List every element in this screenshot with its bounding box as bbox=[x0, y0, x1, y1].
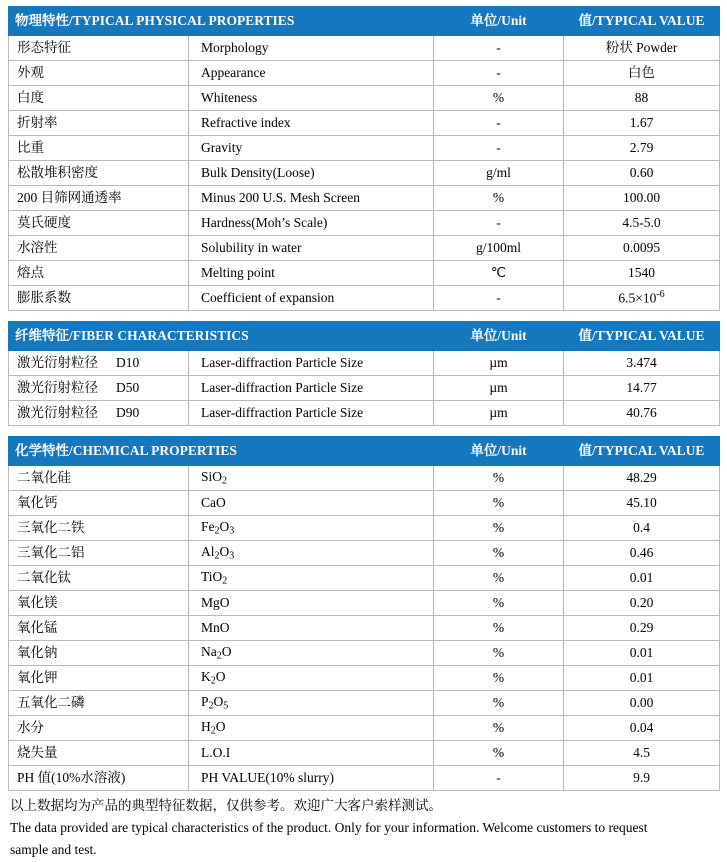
formula-part: Al bbox=[201, 544, 215, 559]
property-unit: % bbox=[434, 541, 564, 566]
property-name-en: Melting point bbox=[189, 261, 434, 286]
compound-formula bbox=[189, 666, 434, 691]
formula-part: TiO bbox=[201, 569, 223, 584]
formula-subscript: 2 bbox=[222, 475, 228, 487]
particle-size-code: D90 bbox=[116, 404, 140, 420]
property-unit: % bbox=[434, 86, 564, 111]
property-unit: µm bbox=[434, 401, 564, 426]
compound-name-cn: 氧化镁 bbox=[9, 591, 189, 616]
property-unit: - bbox=[434, 61, 564, 86]
property-unit: % bbox=[434, 591, 564, 616]
property-value: 14.77 bbox=[564, 376, 720, 401]
formula-subscript: 2 bbox=[210, 675, 216, 687]
property-value: 粉状 Powder bbox=[564, 36, 720, 61]
table-row bbox=[9, 36, 720, 61]
compound-formula bbox=[189, 541, 434, 566]
property-value: 88 bbox=[564, 86, 720, 111]
formula-part: Fe bbox=[201, 519, 215, 534]
property-unit: g/100ml bbox=[434, 236, 564, 261]
property-value: 3.474 bbox=[564, 351, 720, 376]
unit-column-header: 单位/Unit bbox=[434, 437, 564, 466]
expansion-exponent: -6 bbox=[656, 289, 665, 301]
compound-name-cn: 二氧化钛 bbox=[9, 566, 189, 591]
property-unit: - bbox=[434, 36, 564, 61]
table-row bbox=[9, 691, 720, 716]
property-value: 4.5-5.0 bbox=[564, 211, 720, 236]
compound-name-cn: 三氧化二铝 bbox=[9, 541, 189, 566]
property-name-cn: 形态特征 bbox=[9, 36, 189, 61]
property-name-en: Refractive index bbox=[189, 111, 434, 136]
unit-column-header: 单位/Unit bbox=[434, 322, 564, 351]
ph-name-en: PH VALUE(10% slurry) bbox=[189, 766, 434, 791]
table-header-row bbox=[9, 7, 720, 36]
property-name-cn: 莫氏硬度 bbox=[9, 211, 189, 236]
physical-properties-table bbox=[8, 6, 720, 311]
property-name-cn bbox=[9, 401, 189, 426]
property-name-en: Morphology bbox=[189, 36, 434, 61]
footnote-line-en-2: sample and test. bbox=[10, 841, 97, 857]
property-unit: µm bbox=[434, 351, 564, 376]
property-name-en: Whiteness bbox=[189, 86, 434, 111]
compound-name-cn: 氧化钾 bbox=[9, 666, 189, 691]
table-title: 化学特性/CHEMICAL PROPERTIES bbox=[9, 437, 434, 466]
formula-subscript: 2 bbox=[222, 575, 228, 587]
ph-name-cn: PH 值(10%水溶液) bbox=[9, 766, 189, 791]
formula-part: K bbox=[201, 669, 211, 684]
fiber-characteristics-table bbox=[8, 321, 720, 426]
footnote-line-cn: 以上数据均为产品的典型特征数据，仅供参考。欢迎广大客户索样测试。 bbox=[10, 798, 442, 813]
table-row bbox=[9, 286, 720, 311]
property-name-en: Bulk Density(Loose) bbox=[189, 161, 434, 186]
table-row bbox=[9, 161, 720, 186]
table-row bbox=[9, 741, 720, 766]
compound-name-cn: 氧化钠 bbox=[9, 641, 189, 666]
property-value: 48.29 bbox=[564, 466, 720, 491]
property-unit: % bbox=[434, 516, 564, 541]
property-name-en: Solubility in water bbox=[189, 236, 434, 261]
property-value: 40.76 bbox=[564, 401, 720, 426]
particle-size-label: 激光衍射粒径 bbox=[17, 354, 98, 370]
particle-size-code: D50 bbox=[116, 379, 140, 395]
property-value: 0.0095 bbox=[564, 236, 720, 261]
compound-formula bbox=[189, 641, 434, 666]
table-row bbox=[9, 351, 720, 376]
table-row bbox=[9, 566, 720, 591]
table-row bbox=[9, 401, 720, 426]
expansion-value: 6.5×10 bbox=[618, 290, 657, 306]
table-row bbox=[9, 211, 720, 236]
property-unit: % bbox=[434, 641, 564, 666]
property-unit: - bbox=[434, 111, 564, 136]
property-unit: - bbox=[434, 136, 564, 161]
compound-formula bbox=[189, 716, 434, 741]
particle-size-label: 激光衍射粒径 bbox=[17, 379, 98, 395]
formula-subscript: 5 bbox=[223, 700, 229, 712]
property-value: 0.46 bbox=[564, 541, 720, 566]
footnote-line-en-1: The data provided are typical characteristics of the product. Only for your information. Welcome customers to request bbox=[10, 819, 648, 835]
property-name-cn: 膨胀系数 bbox=[9, 286, 189, 311]
table-row bbox=[9, 261, 720, 286]
compound-name-cn: 氧化锰 bbox=[9, 616, 189, 641]
property-unit: % bbox=[434, 186, 564, 211]
compound-formula bbox=[189, 466, 434, 491]
table-row bbox=[9, 376, 720, 401]
table-row bbox=[9, 61, 720, 86]
particle-size-label: 激光衍射粒径 bbox=[17, 404, 98, 420]
formula-part: O bbox=[219, 544, 230, 559]
table-row bbox=[9, 591, 720, 616]
value-column-header: 值/TYPICAL VALUE bbox=[564, 7, 720, 36]
property-name-en: Coefficient of expansion bbox=[189, 286, 434, 311]
property-name-cn: 松散堆积密度 bbox=[9, 161, 189, 186]
compound-name-cn: 烧失量 bbox=[9, 741, 189, 766]
property-value: 0.29 bbox=[564, 616, 720, 641]
formula-subscript: 2 bbox=[210, 725, 216, 737]
property-unit: % bbox=[434, 566, 564, 591]
property-value: 0.01 bbox=[564, 666, 720, 691]
property-name-cn: 熔点 bbox=[9, 261, 189, 286]
property-unit: % bbox=[434, 716, 564, 741]
property-unit: - bbox=[434, 286, 564, 311]
property-name-cn: 200 目筛网通透率 bbox=[9, 186, 189, 211]
table-row bbox=[9, 516, 720, 541]
property-value bbox=[564, 286, 720, 311]
property-value: 0.00 bbox=[564, 691, 720, 716]
compound-formula: L.O.I bbox=[189, 741, 434, 766]
property-name-cn: 比重 bbox=[9, 136, 189, 161]
table-row bbox=[9, 466, 720, 491]
formula-subscript: 3 bbox=[229, 525, 235, 537]
property-name-en: Laser-diffraction Particle Size bbox=[189, 351, 434, 376]
property-value: 100.00 bbox=[564, 186, 720, 211]
property-value: 9.9 bbox=[564, 766, 720, 791]
compound-formula: MgO bbox=[189, 591, 434, 616]
property-name-en: Hardness(Moh’s Scale) bbox=[189, 211, 434, 236]
table-title: 物理特性/TYPICAL PHYSICAL PROPERTIES bbox=[9, 7, 434, 36]
property-unit: % bbox=[434, 466, 564, 491]
formula-subscript: 2 bbox=[216, 650, 222, 662]
formula-part: O bbox=[215, 719, 226, 734]
property-value: 45.10 bbox=[564, 491, 720, 516]
property-unit: - bbox=[434, 211, 564, 236]
compound-name-cn: 水分 bbox=[9, 716, 189, 741]
property-name-en: Laser-diffraction Particle Size bbox=[189, 376, 434, 401]
property-value: 0.01 bbox=[564, 566, 720, 591]
table-row bbox=[9, 616, 720, 641]
table-row bbox=[9, 766, 720, 791]
compound-formula bbox=[189, 516, 434, 541]
formula-part: SiO bbox=[201, 469, 223, 484]
property-unit: % bbox=[434, 616, 564, 641]
table-row bbox=[9, 236, 720, 261]
value-column-header: 值/TYPICAL VALUE bbox=[564, 322, 720, 351]
property-name-cn bbox=[9, 376, 189, 401]
value-column-header: 值/TYPICAL VALUE bbox=[564, 437, 720, 466]
formula-subscript: 2 bbox=[214, 550, 220, 562]
property-unit: % bbox=[434, 491, 564, 516]
formula-subscript: 3 bbox=[229, 550, 235, 562]
property-value: 白色 bbox=[564, 61, 720, 86]
property-name-en: Minus 200 U.S. Mesh Screen bbox=[189, 186, 434, 211]
compound-name-cn: 五氧化二磷 bbox=[9, 691, 189, 716]
compound-formula: MnO bbox=[189, 616, 434, 641]
property-name-cn: 折射率 bbox=[9, 111, 189, 136]
property-unit: - bbox=[434, 766, 564, 791]
unit-column-header: 单位/Unit bbox=[434, 7, 564, 36]
table-row bbox=[9, 491, 720, 516]
property-value: 1540 bbox=[564, 261, 720, 286]
table-row bbox=[9, 666, 720, 691]
particle-size-code: D10 bbox=[116, 354, 140, 370]
table-row bbox=[9, 541, 720, 566]
table-header-row bbox=[9, 322, 720, 351]
compound-name-cn: 三氧化二铁 bbox=[9, 516, 189, 541]
formula-subscript: 2 bbox=[214, 525, 220, 537]
table-row bbox=[9, 186, 720, 211]
property-value: 2.79 bbox=[564, 136, 720, 161]
property-unit: % bbox=[434, 741, 564, 766]
property-unit: µm bbox=[434, 376, 564, 401]
property-name-cn: 外观 bbox=[9, 61, 189, 86]
table-title: 纤维特征/FIBER CHARACTERISTICS bbox=[9, 322, 434, 351]
table-header-row bbox=[9, 437, 720, 466]
compound-formula: CaO bbox=[189, 491, 434, 516]
property-unit: g/ml bbox=[434, 161, 564, 186]
formula-part: O bbox=[213, 694, 224, 709]
table-row bbox=[9, 716, 720, 741]
property-value: 0.4 bbox=[564, 516, 720, 541]
table-row bbox=[9, 86, 720, 111]
property-name-cn bbox=[9, 351, 189, 376]
formula-part: O bbox=[221, 644, 232, 659]
property-value: 0.04 bbox=[564, 716, 720, 741]
formula-part: H bbox=[201, 719, 211, 734]
formula-part: O bbox=[215, 669, 226, 684]
property-value: 0.60 bbox=[564, 161, 720, 186]
property-name-cn: 水溶性 bbox=[9, 236, 189, 261]
chemical-properties-table bbox=[8, 436, 720, 791]
compound-name-cn: 二氧化硅 bbox=[9, 466, 189, 491]
formula-part: P bbox=[201, 694, 209, 709]
property-name-en: Gravity bbox=[189, 136, 434, 161]
property-value: 0.20 bbox=[564, 591, 720, 616]
property-value: 4.5 bbox=[564, 741, 720, 766]
property-name-cn: 白度 bbox=[9, 86, 189, 111]
compound-formula bbox=[189, 691, 434, 716]
property-unit: % bbox=[434, 666, 564, 691]
property-unit: ℃ bbox=[434, 261, 564, 286]
compound-formula bbox=[189, 566, 434, 591]
table-row bbox=[9, 641, 720, 666]
table-row bbox=[9, 111, 720, 136]
formula-part: Na bbox=[201, 644, 217, 659]
table-row bbox=[9, 136, 720, 161]
property-value: 1.67 bbox=[564, 111, 720, 136]
property-unit: % bbox=[434, 691, 564, 716]
property-name-en: Appearance bbox=[189, 61, 434, 86]
property-name-en: Laser-diffraction Particle Size bbox=[189, 401, 434, 426]
formula-subscript: 2 bbox=[208, 700, 214, 712]
compound-name-cn: 氧化钙 bbox=[9, 491, 189, 516]
property-value: 0.01 bbox=[564, 641, 720, 666]
footnote bbox=[8, 791, 719, 862]
formula-part: O bbox=[219, 519, 230, 534]
